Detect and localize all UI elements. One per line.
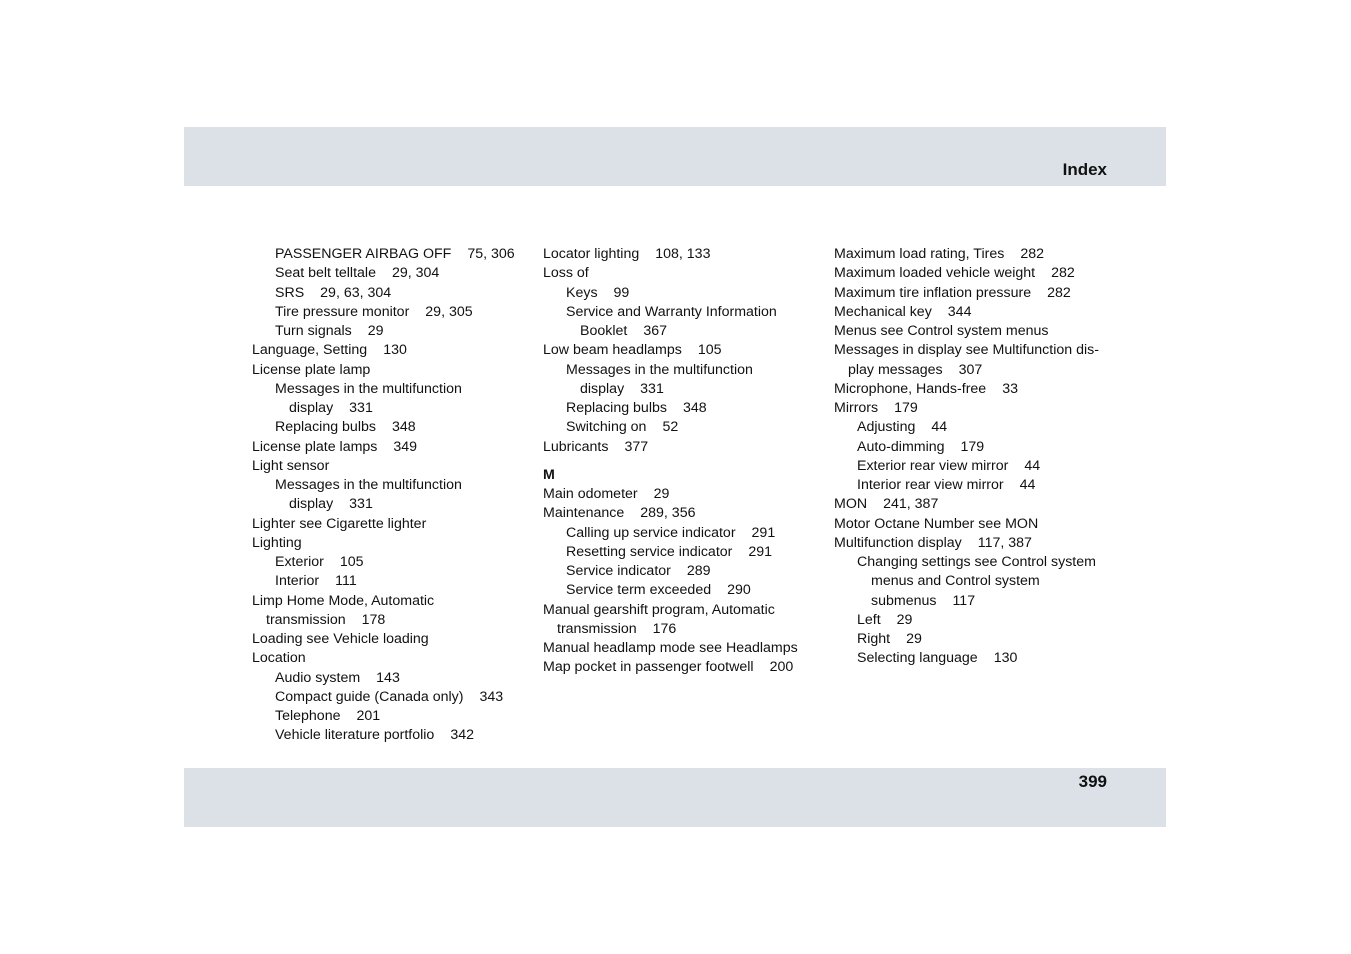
- index-entry-text: display: [580, 380, 625, 397]
- index-entry-text: Loading see Vehicle loading: [252, 631, 429, 647]
- index-entry: [543, 264, 818, 283]
- index-entry-text: Locator lighting: [543, 246, 640, 262]
- index-entry-pages: 29: [653, 486, 670, 502]
- index-entry: [252, 726, 522, 745]
- index-entry-pages: 117: [952, 592, 976, 609]
- index-entry-text: Exterior: [275, 554, 324, 570]
- index-entry-text: Switching on: [566, 419, 647, 436]
- index-entry: [543, 284, 818, 303]
- index-entry-text: Messages in the multifunction: [275, 380, 462, 397]
- index-entry-text: Seat belt telltale: [275, 265, 376, 282]
- index-entry-pages: 179: [960, 438, 985, 455]
- index-entry-text: Maximum tire inflation pressure: [834, 284, 1032, 301]
- index-entry-pages: 108, 133: [655, 246, 711, 262]
- index-entry-pages: 289, 356: [640, 505, 696, 522]
- index-entry-text: submenus: [871, 592, 937, 609]
- index-entry-pages: 290: [727, 582, 751, 599]
- index-entry-pages: 29: [896, 611, 913, 628]
- index-entry-text: Limp Home Mode, Automatic: [252, 592, 435, 609]
- index-entry-text: Compact guide (Canada only): [275, 688, 464, 705]
- index-entry-text: Replacing bulbs: [566, 400, 667, 416]
- index-entry: [543, 524, 818, 543]
- index-entry-pages: 331: [640, 380, 664, 397]
- index-entry-pages: 307: [958, 361, 983, 378]
- index-entry-text: Auto-dimming: [857, 438, 945, 455]
- index-entry: [834, 457, 1119, 476]
- index-entry: [252, 630, 522, 649]
- index-entry-text: Tire pressure monitor: [275, 303, 410, 320]
- index-entry-pages: 44: [1019, 477, 1036, 493]
- index-entry: [252, 418, 522, 437]
- index-entry: [834, 649, 1119, 668]
- index-entry-text: Replacing bulbs: [275, 419, 376, 436]
- index-entry: [834, 572, 1119, 591]
- index-entry: [543, 658, 818, 677]
- index-entry: [543, 418, 818, 437]
- index-entry-pages: 377: [624, 438, 649, 455]
- index-entry: [834, 418, 1119, 437]
- index-entry: [543, 601, 818, 620]
- index-entry: [252, 553, 522, 572]
- index-entry-text: Service term exceeded: [566, 582, 712, 599]
- index-entry-pages: 241, 387: [883, 496, 939, 513]
- index-column-3: [834, 245, 1119, 669]
- index-entry-text: Loss of: [543, 265, 589, 282]
- index-entry-text: Resetting service indicator: [566, 543, 733, 560]
- index-entry-pages: 29, 305: [425, 303, 473, 320]
- index-entry-text: Mechanical key: [834, 303, 932, 320]
- index-entry-pages: 75, 306: [467, 246, 515, 262]
- index-entry: [543, 361, 818, 380]
- index-entry: [834, 592, 1119, 611]
- index-entry-text: Low beam headlamps: [543, 342, 682, 359]
- index-entry-pages: 331: [349, 400, 373, 416]
- index-entry: [252, 669, 522, 688]
- index-entry-text: menus and Control system: [871, 573, 1040, 590]
- index-entry-text: Maximum loaded vehicle weight: [834, 265, 1036, 282]
- index-entry-text: Messages in the multifunction: [566, 361, 753, 378]
- index-entry-pages: 29: [367, 323, 384, 339]
- index-entry-pages: 52: [662, 419, 679, 436]
- index-entry: [543, 341, 818, 360]
- index-entry-pages: 33: [1002, 380, 1018, 397]
- index-entry-pages: 29: [906, 631, 922, 647]
- section-title: Index: [1062, 160, 1107, 179]
- index-entry: [543, 380, 818, 399]
- index-entry-text: Vehicle literature portfolio: [275, 727, 435, 744]
- index-entry-text: M: [543, 466, 555, 483]
- index-entry-text: PASSENGER AIRBAG OFF: [275, 246, 452, 262]
- index-entry-text: Maintenance: [543, 505, 625, 522]
- index-entry-text: display: [289, 496, 334, 513]
- index-entry: [252, 322, 522, 341]
- index-entry: [252, 438, 522, 457]
- index-entry-pages: 342: [450, 727, 474, 744]
- index-entry-pages: 117, 387: [977, 534, 1032, 551]
- index-entry-text: Keys: [566, 284, 598, 301]
- index-entry-pages: 105: [339, 554, 364, 570]
- index-entry: [834, 284, 1119, 303]
- index-entry-pages: 367: [643, 323, 667, 339]
- index-entry-pages: 344: [947, 303, 972, 320]
- index-column-2: [543, 245, 818, 678]
- index-entry-text: Map pocket in passenger footwell: [543, 659, 754, 676]
- index-entry-pages: 99: [613, 284, 630, 301]
- index-entry-text: Booklet: [580, 323, 628, 339]
- index-entry: [834, 399, 1119, 418]
- index-entry-text: Maximum load rating, Tires: [834, 246, 1005, 262]
- index-entry: [543, 399, 818, 418]
- index-entry: [834, 438, 1119, 457]
- index-entry: [834, 380, 1119, 399]
- index-entry: [834, 534, 1119, 553]
- index-entry: [252, 476, 522, 495]
- index-entry-pages: 282: [1051, 265, 1075, 282]
- index-entry: [252, 592, 522, 611]
- index-entry-pages: 130: [993, 650, 1018, 667]
- index-entry-pages: 29, 63, 304: [320, 284, 392, 301]
- index-entry-pages: 44: [1024, 457, 1041, 474]
- index-entry: [543, 438, 818, 457]
- page-number: 399: [1078, 772, 1107, 791]
- index-entry: [543, 485, 818, 504]
- index-entry-pages: 178: [361, 611, 386, 628]
- index-entry: [543, 322, 818, 341]
- index-entry-text: Messages in the multifunction: [275, 477, 462, 493]
- index-entry: [834, 476, 1119, 495]
- index-entry: [834, 515, 1119, 534]
- index-entry-text: transmission: [266, 611, 346, 628]
- index-entry: [834, 361, 1119, 380]
- index-entry-text: Right: [857, 631, 891, 647]
- index-entry-text: Left: [857, 611, 881, 628]
- index-entry-text: Changing settings see Control system: [857, 554, 1096, 570]
- index-entry-pages: 143: [376, 669, 400, 686]
- index-entry: [543, 504, 818, 523]
- index-entry: [834, 322, 1119, 341]
- index-entry: [834, 611, 1119, 630]
- index-entry-pages: 105: [697, 342, 722, 359]
- index-entry-pages: 29, 304: [391, 265, 440, 282]
- index-entry-text: Interior: [275, 573, 320, 590]
- index-entry-text: MON: [834, 496, 868, 513]
- index-entry: [543, 581, 818, 600]
- index-entry-text: License plate lamps: [252, 438, 378, 455]
- index-entry-text: Service and Warranty Information: [566, 303, 777, 320]
- index-entry-pages: 348: [682, 400, 707, 416]
- index-entry-pages: 130: [383, 342, 407, 359]
- index-entry-text: Microphone, Hands-free: [834, 380, 987, 397]
- index-entry-pages: 331: [349, 496, 373, 513]
- index-entry: [834, 553, 1119, 572]
- index-entry-text: Exterior rear view mirror: [857, 457, 1009, 474]
- index-entry: [543, 620, 818, 639]
- index-entry-pages: 111: [335, 573, 357, 590]
- index-entry: [252, 534, 522, 553]
- index-entry-pages: 176: [652, 620, 677, 637]
- index-entry-text: Telephone: [275, 708, 341, 724]
- index-entry: [834, 630, 1119, 649]
- index-entry-text: play messages: [848, 361, 943, 378]
- index-entry: [252, 303, 522, 322]
- index-entry-text: display: [289, 400, 334, 416]
- header-band: [184, 127, 1166, 186]
- index-entry-pages: 289: [686, 563, 711, 579]
- index-entry-pages: 291: [748, 543, 773, 560]
- index-entry: [543, 245, 818, 264]
- index-entry-text: Audio system: [275, 669, 361, 686]
- index-entry: [252, 515, 522, 534]
- index-entry: [543, 543, 818, 562]
- index-entry: [834, 303, 1119, 322]
- index-entry-pages: 343: [479, 688, 504, 705]
- index-entry: [543, 639, 818, 658]
- index-entry: [252, 688, 522, 707]
- index-entry-text: Lubricants: [543, 438, 609, 455]
- index-entry-text: Light sensor: [252, 457, 330, 474]
- index-entry: [252, 341, 522, 360]
- index-entry: [834, 341, 1119, 360]
- index-entry: [252, 264, 522, 283]
- index-entry-text: Adjusting: [857, 419, 916, 436]
- index-entry-text: Calling up service indicator: [566, 524, 736, 541]
- index-column-1: [252, 245, 522, 746]
- index-entry-pages: 348: [391, 419, 416, 436]
- index-entry-text: Manual gearshift program, Automatic: [543, 601, 775, 618]
- index-entry-text: Service indicator: [566, 563, 671, 579]
- index-entry: [252, 707, 522, 726]
- index-entry-text: Turn signals: [275, 323, 352, 339]
- index-entry-text: Interior rear view mirror: [857, 477, 1004, 493]
- index-entry-text: Main odometer: [543, 486, 638, 502]
- index-entry-text: Menus see Control system menus: [834, 323, 1049, 339]
- index-entry: [834, 495, 1119, 514]
- index-entry-pages: 291: [751, 524, 776, 541]
- index-entry: [834, 264, 1119, 283]
- index-entry-text: Multifunction display: [834, 534, 962, 551]
- index-entry-pages: 201: [356, 708, 381, 724]
- index-entry-text: Lighter see Cigarette lighter: [252, 515, 427, 532]
- index-entry: [252, 380, 522, 399]
- index-entry-text: Language, Setting: [252, 342, 368, 359]
- index-entry-text: SRS: [275, 284, 305, 301]
- index-entry: [834, 245, 1119, 264]
- index-entry: [252, 399, 522, 418]
- index-entry: [252, 495, 522, 514]
- index-entry: [252, 611, 522, 630]
- index-entry-text: transmission: [557, 620, 637, 637]
- index-entry-text: Manual headlamp mode see Headlamps: [543, 640, 798, 656]
- index-entry: [252, 361, 522, 380]
- index-entry-text: License plate lamp: [252, 361, 371, 378]
- index-entry-pages: 282: [1020, 246, 1044, 262]
- index-entry-pages: 179: [894, 400, 918, 416]
- index-entry: [252, 572, 522, 591]
- index-entry-text: Location: [252, 650, 306, 667]
- index-entry-text: Messages in display see Multifunction dis-: [834, 342, 1099, 359]
- index-entry-text: Mirrors: [834, 400, 879, 416]
- index-entry: [543, 303, 818, 322]
- index-entry: [252, 284, 522, 303]
- index-entry-pages: 282: [1047, 284, 1071, 301]
- index-entry-pages: 44: [931, 419, 948, 436]
- index-entry-pages: 200: [769, 659, 794, 676]
- index-entry: [252, 649, 522, 668]
- index-entry-text: Selecting language: [857, 650, 978, 667]
- index-entry: [252, 245, 522, 264]
- index-letter-heading: [543, 466, 818, 485]
- footer-band: [184, 768, 1166, 827]
- index-entry: [543, 562, 818, 581]
- index-entry-text: Lighting: [252, 534, 302, 551]
- index-entry-pages: 349: [393, 438, 418, 455]
- index-entry-text: Motor Octane Number see MON: [834, 515, 1039, 532]
- index-entry: [252, 457, 522, 476]
